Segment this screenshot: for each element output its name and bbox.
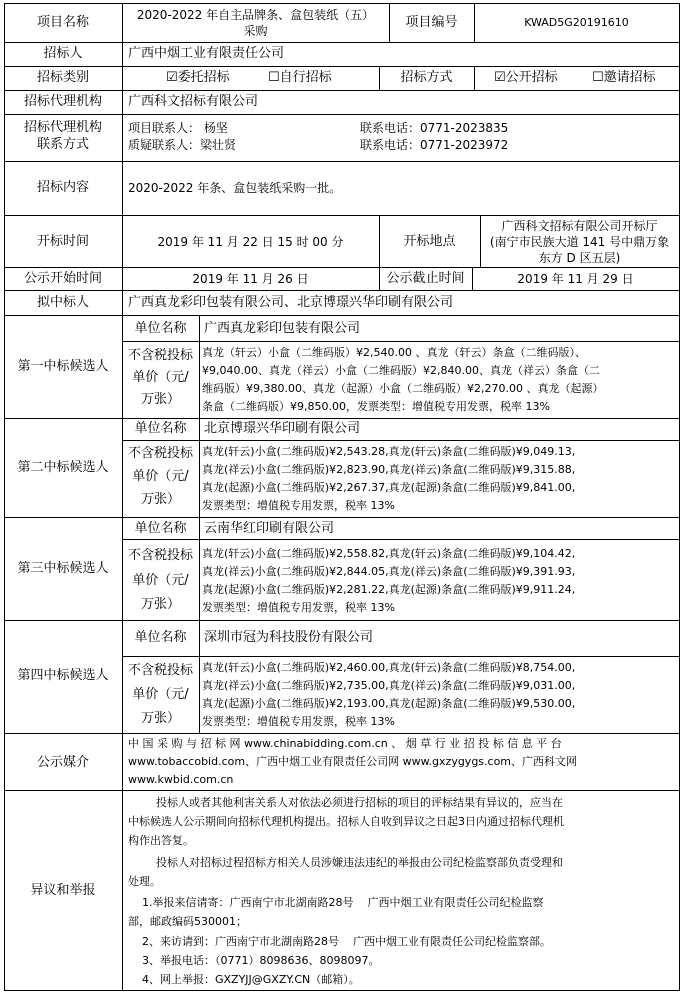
candidate-4-unit-label: 单位名称 xyxy=(134,630,187,645)
candidate-4-price-label-l2: 单价（元/ xyxy=(132,687,189,702)
candidate-3-price-l4: 发票类型：增值税专用发票，税率 13% xyxy=(202,601,395,614)
rule xyxy=(4,418,680,419)
candidate-3-label: 第三中标候选人 xyxy=(17,561,109,576)
rule xyxy=(474,66,475,91)
candidate-3-price-l1: 真龙(轩云)小盒(二维码版)¥2,558.82,真龙(轩云)条盒(二维码版)¥9,104.42, xyxy=(202,547,576,560)
tender-method-option-open: ☑公开招标 xyxy=(494,70,558,85)
rule xyxy=(4,3,680,4)
open-time-label: 开标时间 xyxy=(36,234,89,249)
rule xyxy=(4,290,680,291)
candidate-2-price-label-l2: 单价（元/ xyxy=(132,469,189,484)
candidate-3-price-l2: 真龙(祥云)小盒(二维码版)¥2,844.05,真龙(祥云)条盒(二维码版)¥9,391.93, xyxy=(202,565,576,578)
rule xyxy=(122,440,680,441)
open-place-l3: 东方 D 区五层) xyxy=(538,251,621,265)
project-no-label: 项目编号 xyxy=(405,15,458,30)
tender-type-option-self: ☐自行招标 xyxy=(268,70,332,85)
candidate-3-price-label-l1: 不含税投标 xyxy=(127,548,193,563)
candidate-1-price-l4: 条盒（二维码版）¥9,850.00，发票类型：增值税专用发票，税率 13% xyxy=(202,400,550,413)
project-name-l2: 采购 xyxy=(243,24,268,38)
rule xyxy=(122,656,680,657)
rule xyxy=(4,790,680,791)
candidate-4-price-label-l3: 万张） xyxy=(140,711,180,726)
rule xyxy=(4,215,680,216)
candidate-3-unit: 云南华红印刷有限公司 xyxy=(204,521,335,536)
rule xyxy=(679,3,680,991)
candidate-1-price-label-l2: 单价（元/ xyxy=(132,370,189,385)
candidate-4-price-l2: 真龙(祥云)小盒(二维码版)¥2,735.00,真龙(祥云)条盒(二维码版)¥9,031.00, xyxy=(202,679,576,692)
rule xyxy=(4,114,680,115)
candidate-1-price-label-l3: 万张） xyxy=(140,392,180,407)
candidate-2-unit-label: 单位名称 xyxy=(134,421,187,436)
objection-l6: 1.举报来信请寄：广西南宁市北湖南路28号 广西中烟工业有限责任公司纪检监察 xyxy=(128,896,544,909)
rule xyxy=(122,539,680,540)
query-phone: 联系电话：0771-2023972 xyxy=(360,138,509,152)
objection-l9: 3、举报电话：（0771）8098636、8098097。 xyxy=(128,954,380,967)
objection-l2: 中标候选人公示期间向招标代理机构提出。招标人自收到异议之日起3日内通过招标代理机 xyxy=(128,815,564,828)
open-place-l1: 广西科文招标有限公司开标厅 xyxy=(501,219,658,233)
media-l2: www.tobaccobid.com、广西中烟工业有限责任公司网 www.gxzygygs.com、广西科文网 xyxy=(128,755,578,768)
tender-type-option-commissioned: ☑委托招标 xyxy=(166,70,230,85)
rule xyxy=(4,42,680,43)
candidate-2-unit: 北京博璟兴华印刷有限公司 xyxy=(204,421,361,436)
agency-contact-label-l1: 招标代理机构 xyxy=(23,120,102,135)
candidate-2-label: 第二中标候选人 xyxy=(17,460,109,475)
objection-l1: 投标人或者其他利害关系人对依法必须进行招标的项目的评标结果有异议的，应当在 xyxy=(128,796,563,809)
rule xyxy=(4,733,680,734)
open-place-l2: (南宁市民族大道 141 号中鼎万象 xyxy=(489,235,670,249)
rule xyxy=(4,267,680,268)
pub-end-label: 公示截止时间 xyxy=(386,271,465,286)
candidate-2-price-l3: 真龙(起源)小盒(二维码版)¥2,267.37,真龙(起源)条盒(二维码版)¥9,841.00, xyxy=(202,481,576,494)
open-time: 2019 年 11 月 22 日 15 时 00 分 xyxy=(157,235,344,249)
candidate-2-price-label-l3: 万张） xyxy=(140,492,180,507)
tender-method-option-invited: ☐邀请招标 xyxy=(592,70,656,85)
pub-start-label: 公示开始时间 xyxy=(23,271,102,286)
rule xyxy=(199,315,200,733)
candidate-4-price-l3: 真龙(起源)小盒(二维码版)¥2,193.00,真龙(起源)条盒(二维码版)¥9,530.00, xyxy=(202,697,576,710)
rule xyxy=(4,620,680,621)
candidate-2-price-label-l1: 不含税投标 xyxy=(127,446,193,461)
project-name-l1: 2020-2022 年自主品牌条、盒包装纸（五） xyxy=(136,8,375,22)
rule xyxy=(4,517,680,518)
objection-label: 异议和举报 xyxy=(30,883,96,898)
tender-result-table xyxy=(4,3,680,991)
candidate-2-price-l4: 发票类型：增值税专用发票，税率 13% xyxy=(202,499,395,512)
agency: 广西科文招标有限公司 xyxy=(128,94,259,109)
pub-end: 2019 年 11 月 29 日 xyxy=(517,272,634,286)
objection-l4: 投标人对招标过程招标方相关人员涉嫌违法违纪的举报由公司纪检监察部负责受理和 xyxy=(128,856,563,869)
media-l1: 中 国 采 购 与 招 标 网 www.chinabidding.com.cn 、 烟 草 行 业 招 投 标 信 息 平 台 xyxy=(128,737,562,750)
project-contact: 项目联系人： 杨坚 xyxy=(128,121,228,135)
objection-l8: 2、来访请到：广西南宁市北湖南路28号 广西中烟工业有限责任公司纪检监察部。 xyxy=(128,935,551,948)
candidate-1-price-label-l1: 不含税投标 xyxy=(127,348,193,363)
tender-type-label: 招标类别 xyxy=(36,70,89,85)
media-label: 公示媒介 xyxy=(36,755,89,770)
candidate-3-unit-label: 单位名称 xyxy=(134,521,187,536)
candidate-4-price-l1: 真龙(轩云)小盒(二维码版)¥2,460.00,真龙(轩云)条盒(二维码版)¥8,754.00, xyxy=(202,661,576,674)
tenderer: 广西中烟工业有限责任公司 xyxy=(128,46,285,61)
candidate-4-label: 第四中标候选人 xyxy=(17,668,109,683)
candidate-2-price-l2: 真龙(祥云)小盒(二维码版)¥2,823.90,真龙(祥云)条盒(二维码版)¥9,315.88, xyxy=(202,463,576,476)
project-name-label: 项目名称 xyxy=(36,15,89,30)
candidate-1-unit-label: 单位名称 xyxy=(134,321,187,336)
media-l3: www.kwbid.com.cn xyxy=(128,773,234,786)
agency-contact-label-l2: 联系方式 xyxy=(36,137,89,152)
objection-l10: 4、网上举报：GXZYJJ@GXZY.CN（邮箱）。 xyxy=(128,973,360,986)
agency-label: 招标代理机构 xyxy=(23,94,102,109)
rule xyxy=(122,341,680,342)
objection-l7: 部，邮政编码530001； xyxy=(128,915,247,928)
rule xyxy=(4,66,680,67)
tenderer-label: 招标人 xyxy=(43,46,83,61)
candidate-2-price-l1: 真龙(轩云)小盒(二维码版)¥2,543.28,真龙(轩云)条盒(二维码版)¥9,049.13, xyxy=(202,445,576,458)
rule xyxy=(4,90,680,91)
tender-method-label: 招标方式 xyxy=(400,70,453,85)
winner: 广西真龙彩印包装有限公司、北京博璟兴华印刷有限公司 xyxy=(128,295,454,310)
winner-label: 拟中标人 xyxy=(36,295,89,310)
content-label: 招标内容 xyxy=(36,180,89,195)
candidate-1-price-l3: 维码版）¥9,380.00、真龙（起源）小盒（二维码版）¥2,270.00 、真龙（起源） xyxy=(202,382,604,395)
candidate-1-label: 第一中标候选人 xyxy=(17,359,109,374)
objection-l3: 构作出答复。 xyxy=(128,834,194,847)
rule xyxy=(4,161,680,162)
rule xyxy=(4,990,680,991)
candidate-1-unit: 广西真龙彩印包装有限公司 xyxy=(204,321,361,336)
candidate-3-price-label-l3: 万张） xyxy=(140,597,180,612)
content: 2020-2022 年条、盒包装纸采购一批。 xyxy=(128,181,342,195)
project-no: KWAD5G20191610 xyxy=(524,16,629,29)
candidate-3-price-l3: 真龙(起源)小盒(二维码版)¥2,281.22,真龙(起源)条盒(二维码版)¥9,911.24, xyxy=(202,583,576,596)
candidate-1-price-l2: ¥9,040.00、真龙（祥云）小盒（二维码版）¥2,840.00、真龙（祥云）条盒（二 xyxy=(202,364,600,377)
rule xyxy=(4,315,680,316)
candidate-4-price-label-l1: 不含税投标 xyxy=(127,663,193,678)
candidate-1-price-l1: 真龙（轩云）小盒（二维码版）¥2,540.00 、真龙（轩云）条盒（二维码版）、 xyxy=(202,346,586,359)
open-place-label: 开标地点 xyxy=(403,234,456,249)
query-contact: 质疑联系人：梁壮贤 xyxy=(128,138,237,152)
objection-l5: 处理。 xyxy=(128,875,161,888)
candidate-4-unit: 深圳市冠为科技股份有限公司 xyxy=(204,630,374,645)
pub-start: 2019 年 11 月 26 日 xyxy=(192,272,309,286)
candidate-3-price-label-l2: 单价（元/ xyxy=(132,573,189,588)
project-phone: 联系电话：0771-2023835 xyxy=(360,121,509,135)
candidate-4-price-l4: 发票类型：增值税专用发票，税率 13% xyxy=(202,715,395,728)
